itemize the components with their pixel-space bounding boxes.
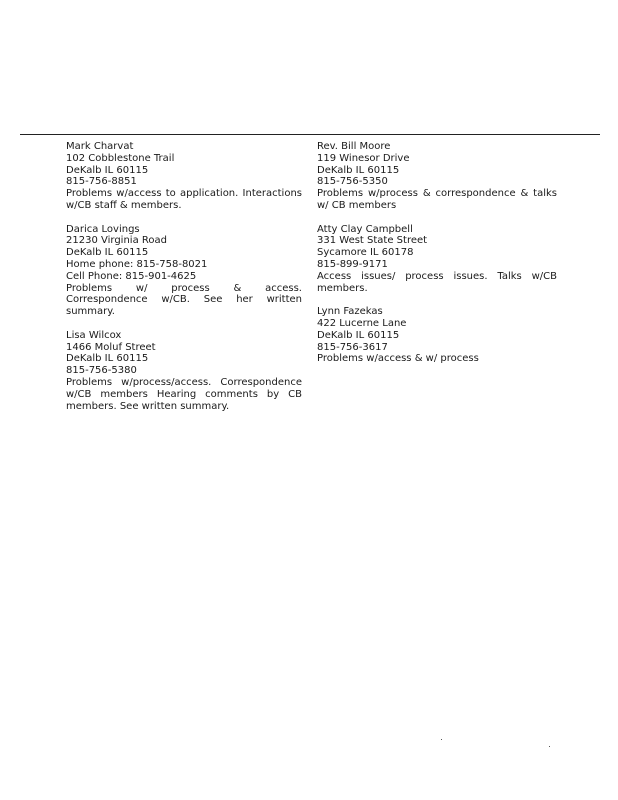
contact-name: Darica Lovings — [66, 223, 140, 235]
contact-note: Problems w/process/access. Correspondence w/CB members Hearing comments by CB members. See written summary. — [66, 376, 302, 412]
contact-name: Atty Clay Campbell — [317, 223, 413, 235]
contact-phone: 815-756-8851 — [66, 176, 137, 188]
contact-address: 422 Lucerne Lane — [317, 317, 407, 329]
contact-note: Problems w/access & w/ process — [317, 353, 479, 365]
contact-phone: 815-756-5380 — [66, 365, 137, 377]
contact-entry — [66, 330, 302, 413]
contact-city: DeKalb IL 60115 — [66, 247, 149, 259]
contact-city: DeKalb IL 60115 — [66, 353, 149, 365]
contact-address: 119 Winesor Drive — [317, 152, 410, 164]
contacts-left-column — [66, 141, 302, 424]
contact-city: DeKalb IL 60115 — [317, 329, 400, 341]
contact-note: Problems w/ process & access. Correspondence w/CB. See her written summary. — [66, 282, 302, 318]
contact-city: DeKalb IL 60115 — [66, 164, 149, 176]
contact-phone: 815-756-3617 — [317, 341, 388, 353]
contact-cell-phone: Cell Phone: 815-901-4625 — [66, 270, 197, 282]
contact-phone: 815-756-5350 — [317, 176, 388, 188]
contact-home-phone: Home phone: 815-758-8021 — [66, 258, 208, 270]
contact-address: 1466 Moluf Street — [66, 341, 156, 353]
contact-name: Lynn Fazekas — [317, 306, 383, 318]
contact-note: Problems w/access to application. Interactions w/CB staff & members. — [66, 188, 302, 211]
contacts-right-column — [317, 141, 557, 377]
page-header-rule — [20, 134, 600, 135]
contact-entry — [317, 141, 557, 212]
contact-city: DeKalb IL 60115 — [317, 164, 400, 176]
contact-phone: 815-899-9171 — [317, 258, 388, 270]
contact-name: Rev. Bill Moore — [317, 141, 391, 152]
contact-entry — [66, 224, 302, 318]
scan-speck — [441, 739, 442, 740]
contact-address: 21230 Virginia Road — [66, 235, 167, 247]
contact-entry — [317, 306, 557, 365]
contact-note: Problems w/process & correspondence & talks w/ CB members — [317, 188, 557, 211]
contact-name: Lisa Wilcox — [66, 329, 122, 341]
contact-address: 331 West State Street — [317, 235, 428, 247]
scan-speck — [549, 746, 550, 747]
contact-entry — [317, 224, 557, 295]
contact-entry — [66, 141, 302, 212]
contact-address: 102 Cobblestone Trail — [66, 152, 175, 164]
contact-name: Mark Charvat — [66, 141, 134, 152]
contact-city: Sycamore IL 60178 — [317, 247, 414, 259]
contact-note: Access issues/ process issues. Talks w/CB members. — [317, 270, 557, 294]
